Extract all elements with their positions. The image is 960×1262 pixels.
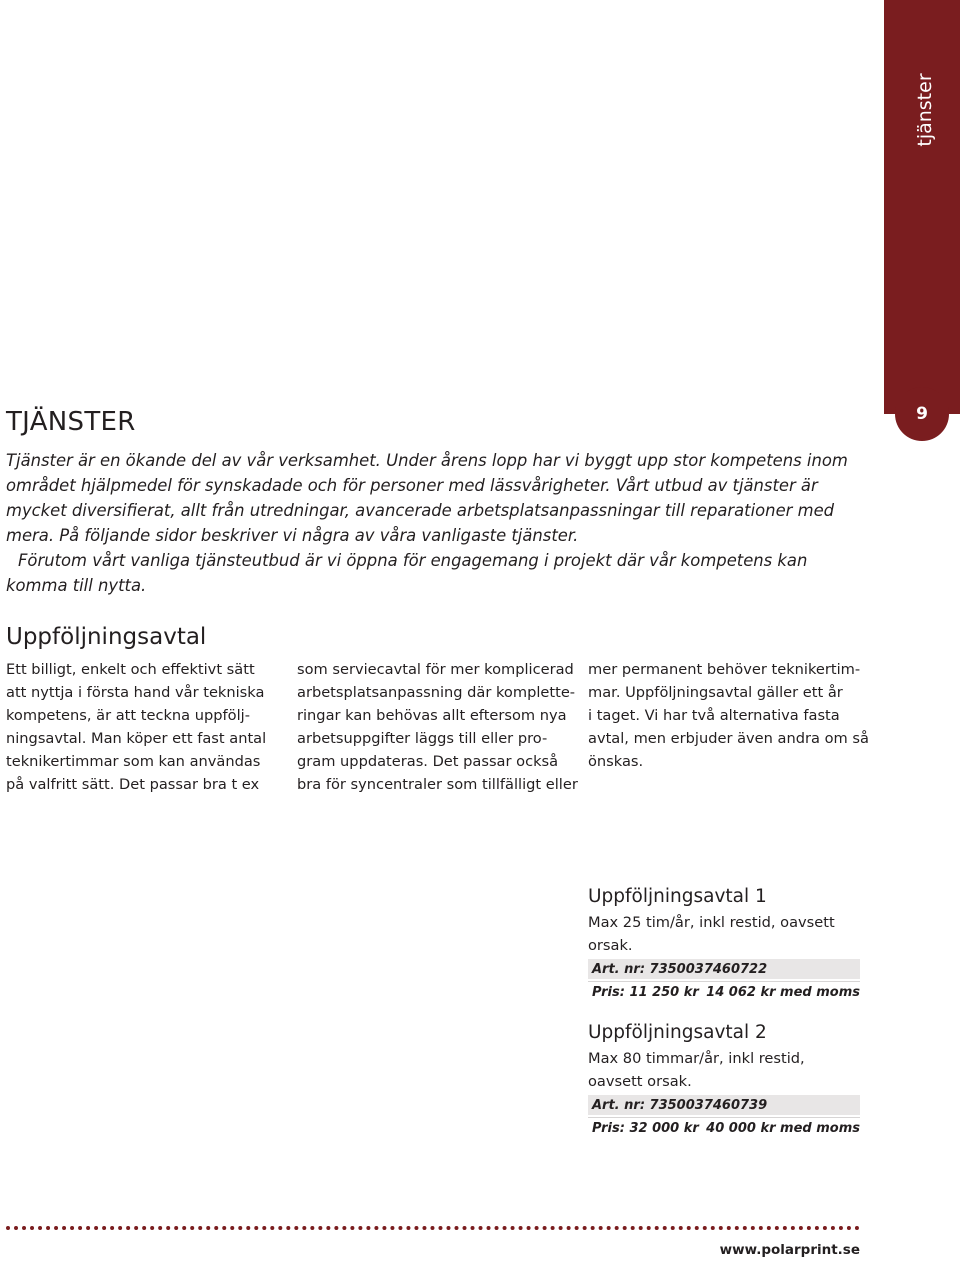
article-number-row (588, 1095, 860, 1115)
intro-paragraph: Förutom vårt vanliga tjänsteutbud är vi öppna för engagemang i projekt där vår kompetens kan komma till nytta. (6, 551, 808, 595)
intro-paragraph: Tjänster är en ökande del av vår verksamhet. Under årens lopp har vi byggt upp stor kompetens inom området hjälpmedel för synskadade och för personer med lässvårigheter. Vårt utbud av tjänster är mycket diversifierat, allt från utredningar, avancerade arbetsplatsanpassningar till reparationer med mera. På följande sidor beskriver vi några av våra vanligaste tjänster. (6, 451, 848, 545)
text-line: mer permanent behöver teknikertim- (588, 661, 861, 678)
text-line: arbetsuppgifter läggs till eller pro- (297, 730, 548, 747)
price-with-vat: 40 000 kr med moms (706, 1120, 860, 1136)
text-line: gram uppdateras. Det passar också (297, 753, 559, 770)
section-title: Uppföljningsavtal (6, 624, 207, 650)
price-row (588, 981, 860, 1002)
page-title: TJÄNSTER (6, 407, 136, 437)
text-line: i taget. Vi har två alternativa fasta (588, 707, 840, 724)
product-box (588, 1020, 860, 1138)
text-line: avtal, men erbjuder även andra om så (588, 730, 869, 747)
article-number-row (588, 959, 860, 979)
text-line: önskas. (588, 753, 644, 770)
intro-text (6, 448, 866, 598)
price: Pris: 32 000 kr (592, 1120, 699, 1136)
price-with-vat: 14 062 kr med moms (706, 984, 860, 1000)
price-row (588, 1117, 860, 1138)
text-line: arbetsplatsanpassning där komplette- (297, 684, 576, 701)
text-line: mar. Uppföljningsavtal gäller ett år (588, 684, 843, 701)
text-line: ningsavtal. Man köper ett fast antal (6, 730, 267, 747)
article-number: Art. nr: 7350037460722 (592, 961, 768, 977)
text-line: Ett billigt, enkelt och effektivt sätt (6, 661, 255, 678)
side-tab-label: tjänster (914, 73, 936, 147)
price: Pris: 11 250 kr (592, 984, 699, 1000)
text-line: bra för syncentraler som tillfälligt eller (297, 776, 578, 793)
text-line: som serviecavtal för mer komplicerad (297, 661, 574, 678)
text-line: kompetens, är att teckna uppfölj- (6, 707, 250, 724)
page-number-badge: 9 (895, 387, 949, 441)
side-tab (884, 0, 960, 414)
body-column-3 (588, 658, 869, 773)
product-description: Max 25 tim/år, inkl restid, oavsett orsak. (588, 914, 835, 954)
product-title: Uppföljningsavtal 1 (588, 886, 767, 907)
product-title: Uppföljningsavtal 2 (588, 1022, 767, 1043)
article-number: Art. nr: 7350037460739 (592, 1097, 768, 1113)
product-box (588, 884, 860, 1002)
text-line: att nyttja i första hand vår tekniska (6, 684, 265, 701)
text-line: ringar kan behövas allt eftersom nya (297, 707, 567, 724)
text-line: teknikertimmar som kan användas (6, 753, 261, 770)
footer-website-link[interactable]: www.polarprint.se (719, 1242, 860, 1258)
text-line: på valfritt sätt. Det passar bra t ex (6, 776, 260, 793)
footer-divider (6, 1226, 860, 1230)
product-description: Max 80 timmar/år, inkl restid, oavsett orsak. (588, 1050, 805, 1090)
body-column-2 (297, 658, 578, 796)
body-column-1 (6, 658, 281, 796)
